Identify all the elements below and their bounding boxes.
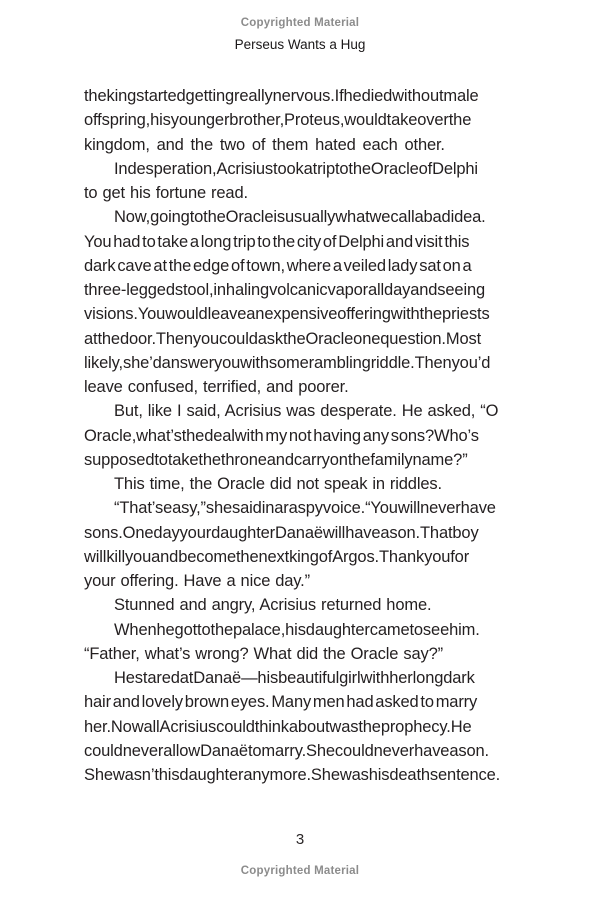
text-line: Shewasn’thisdaughteranymore.Shewashisdeathsentence. [84, 766, 501, 784]
text-line: Stunned and angry, Acrisius returned home. [114, 596, 432, 615]
text-line: dark cave at the edge of town, where a veiled lady sat on a [84, 256, 472, 275]
copyright-notice-top: Copyrighted Material [240, 17, 360, 29]
text-line: visions.Youwouldleaveanexpensiveofferingwiththepriests [84, 305, 490, 324]
text-line: your offering. Have a nice day.” [84, 572, 310, 590]
text-line: But, like I said, Acrisius was desperate. He asked, “O [114, 402, 499, 421]
text-line: thekingstartedgettingreallynervous.Ifhediedwithoutmale [84, 87, 479, 105]
text-line: Indesperation,AcrisiustookatriptotheOracleofDelphi [114, 159, 478, 178]
text-line: three-leggedstool,inhalingvolcanicvaporalldayandseeing [84, 281, 486, 299]
text-line: Whenhegottothepalace,hisdaughtercametoseehim. [114, 620, 480, 639]
text-line: atthedoor.ThenyoucouldasktheOracleonequestion.Most [84, 329, 482, 348]
text-line: offspring,hisyoungerbrother,Proteus,wouldtakeoverthe [84, 111, 472, 130]
text-line: “Father, what’s wrong? What did the Oracle say?” [84, 644, 443, 663]
text-line: supposedtotakethethroneandcarryonthefamilyname?” [84, 450, 468, 469]
text-line: likely,she’dansweryouwithsomeramblingriddle.Thenyou’d [84, 353, 491, 372]
text-line: Oracle,what’sthedealwith my not having any sons?Who’s [84, 426, 479, 445]
text-line: HestaredatDanaë—hisbeautifulgirlwithherlongdark [114, 669, 475, 687]
copyright-notice-bottom: Copyrighted Material [240, 865, 360, 877]
text-line: Now,goingtotheOracleisusuallywhatwecallabadidea. [114, 208, 486, 227]
text-line: sons.OnedayyourdaughterDanaëwillhaveason.Thatboy [84, 523, 479, 542]
text-line: kingdom, and the two of them hated each other. [84, 135, 445, 154]
text-line: to get his fortune read. [84, 184, 248, 202]
text-line: This time, the Oracle did not speak in riddles. [114, 475, 442, 493]
text-line: couldneverallowDanaëtomarry.Shecouldneverhaveason. [84, 741, 489, 760]
text-line: willkillyouandbecomethenextkingofArgos.Thankyoufor [84, 547, 470, 566]
chapter-running-header: Perseus Wants a Hug [234, 37, 366, 52]
body-text [84, 84, 520, 787]
page-number: 3 [295, 831, 305, 848]
text-line: her.NowallAcrisiuscouldthinkaboutwastheprophecy.He [84, 717, 472, 736]
text-line: hair and lovely brown eyes. Many men had asked to marry [84, 693, 478, 712]
text-line: You had to take a long trip to the city of Delphi and visit this [84, 232, 470, 251]
text-line: “That’seasy,”shesaidinaraspyvoice.“Youwillneverhave [114, 499, 496, 518]
text-line: leave confused, terrified, and poorer. [84, 378, 349, 396]
